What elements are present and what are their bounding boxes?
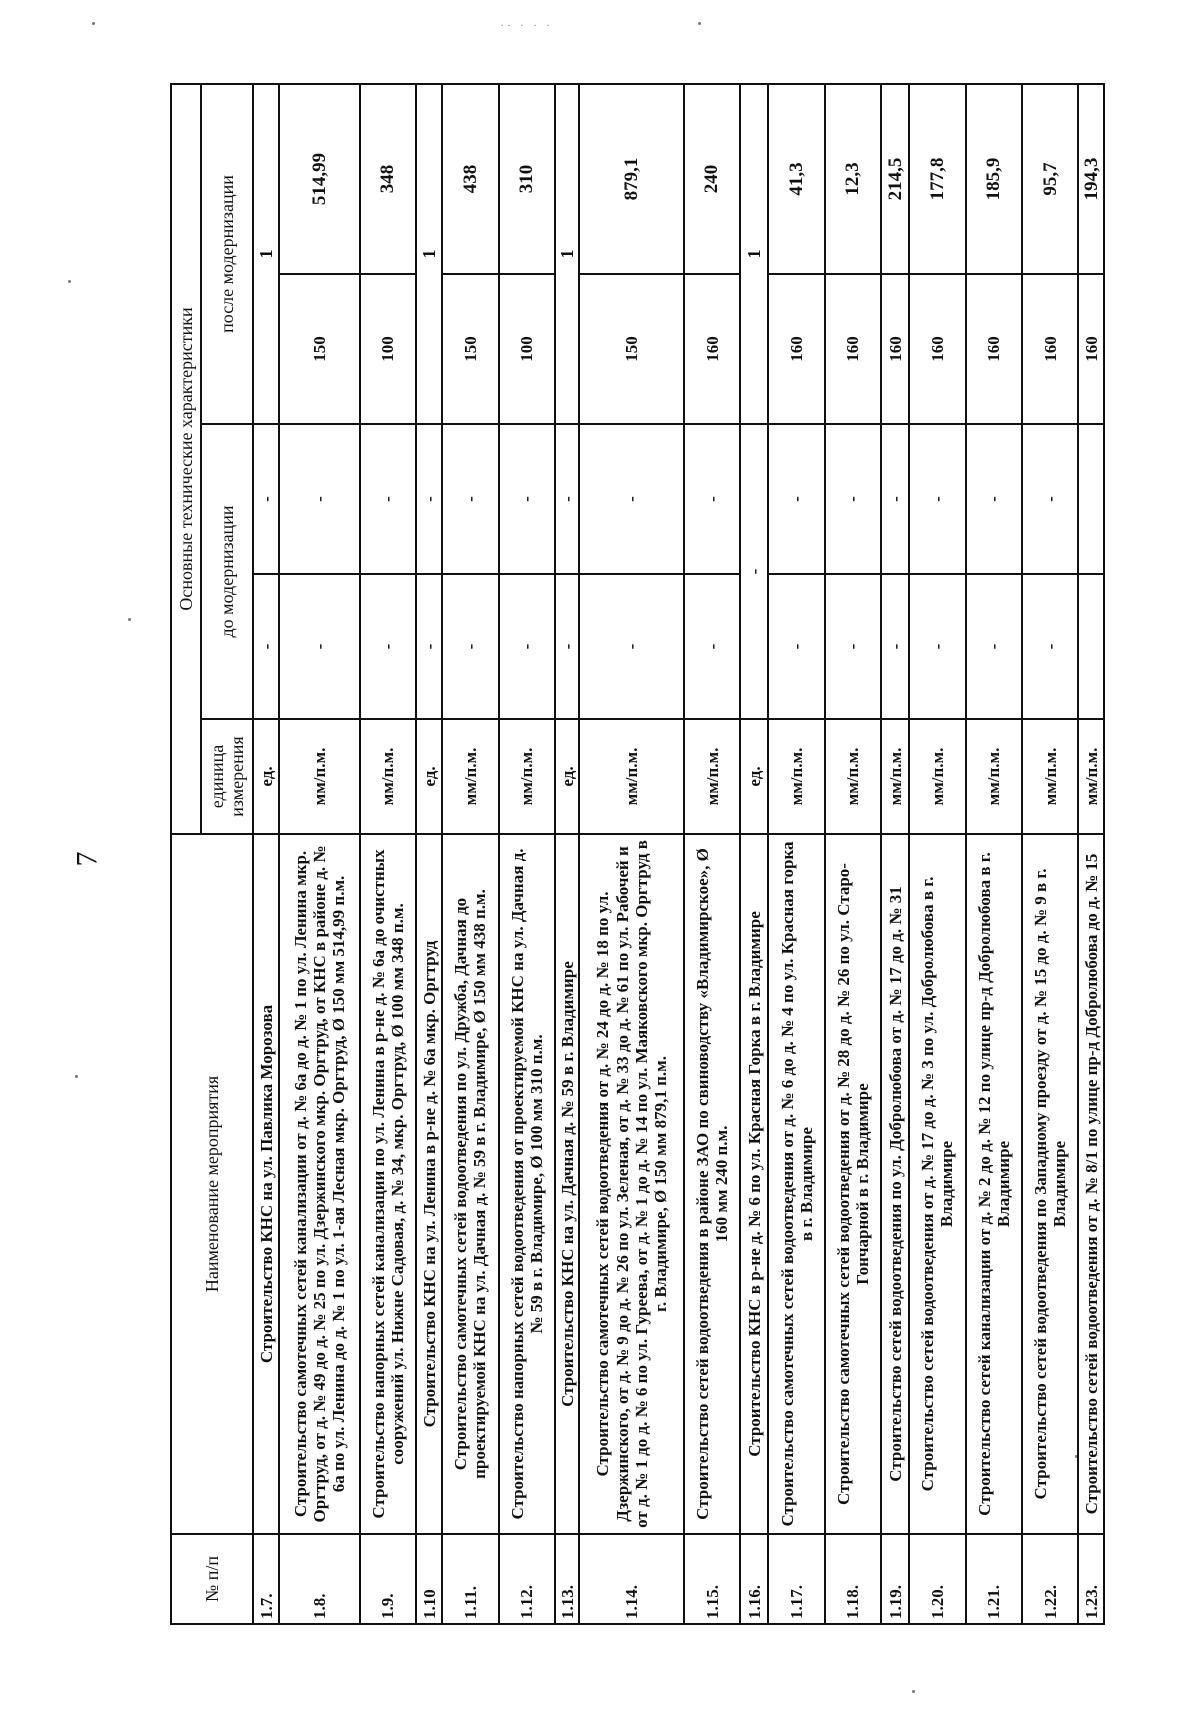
before-value: - <box>909 424 965 574</box>
unit-cell: мм/п.м. <box>579 719 684 834</box>
row-number: 1.13. <box>555 1534 579 1624</box>
scan-dot <box>698 22 701 25</box>
before-value: - <box>881 424 909 574</box>
table-row <box>253 84 279 1624</box>
scan-dot <box>68 280 71 283</box>
after-value: 100 <box>499 274 555 424</box>
before-value: - <box>684 574 740 719</box>
table-row <box>966 84 1022 1624</box>
table-row <box>909 84 965 1624</box>
before-value: - <box>579 574 684 719</box>
measure-name: Строительство самотечных сетей водоотведения по ул. Дружба, Дачная до проектируемой КНС на ул. Дачная д. № 59 в г. Владимире, Ø 150 мм 438 п.м. <box>442 834 498 1534</box>
after-value: 160 <box>881 274 909 424</box>
after-value: 185,9 <box>966 84 1022 274</box>
scan-dot <box>75 1075 78 1078</box>
header-after: после модернизации <box>201 84 253 424</box>
after-value: 12,3 <box>825 84 881 274</box>
after-value: 41,3 <box>768 84 824 274</box>
before-value <box>1078 574 1104 719</box>
after-value: 1 <box>253 84 279 424</box>
before-value: - <box>768 424 824 574</box>
measure-name: Строительство КНС на ул. Дачная д. № 59 в г. Владимире <box>555 834 579 1534</box>
scan-noise: ·· · · · <box>500 18 553 32</box>
after-value: 95,7 <box>1022 84 1078 274</box>
before-value: - <box>881 574 909 719</box>
row-number: 1.16. <box>740 1534 768 1624</box>
before-value: - <box>684 424 740 574</box>
unit-cell: мм/п.м. <box>1078 719 1104 834</box>
after-value: 177,8 <box>909 84 965 274</box>
table-row <box>416 84 442 1624</box>
table-body <box>253 84 1104 1624</box>
scan-dot <box>128 618 131 621</box>
before-value: - <box>1022 574 1078 719</box>
before-value: - <box>825 424 881 574</box>
measure-name: Строительство сетей водоотведения от д. № 17 до д. № 3 по ул. Добролюбова в г. Владимире <box>909 834 965 1534</box>
before-value: - <box>360 424 416 574</box>
before-value: - <box>360 574 416 719</box>
header-no: № п/п <box>171 1534 253 1624</box>
unit-cell: мм/п.м. <box>881 719 909 834</box>
row-number: 1.18. <box>825 1534 881 1624</box>
row-number: 1.20. <box>909 1534 965 1624</box>
before-value: - <box>279 424 360 574</box>
after-value: 1 <box>555 84 579 424</box>
header-main: Основные технические характеристики <box>171 84 201 834</box>
before-value <box>1078 424 1104 574</box>
unit-cell: ед. <box>253 719 279 834</box>
before-value: - <box>909 574 965 719</box>
before-value: - <box>499 574 555 719</box>
measure-name: Строительство сетей канализации от д. № 2 до д. № 12 по улице пр-д Добролюбова в г. Владимире <box>966 834 1022 1534</box>
after-value: 160 <box>1022 274 1078 424</box>
before-value: - <box>555 424 579 574</box>
measures-table <box>170 83 1105 1625</box>
after-value: 150 <box>279 274 360 424</box>
row-number: 1.19. <box>881 1534 909 1624</box>
unit-cell: ед. <box>555 719 579 834</box>
before-value: - <box>740 424 768 719</box>
measure-name: Строительство самотечных сетей водоотведения от д. № 24 до д. № 18 по ул. Дзержинского, от д. № 9 до д. № 26 по ул. Зеленая, от д. № 33 до д. № 61 по ул. Рабочей и от д. № 1 до д. № 6 по ул. Гуреева, от д. № 1 до д. № 14 по ул. Маяковского мкр. Оргтруд в г. Владимире, Ø 150 мм 879,1 п.м. <box>579 834 684 1534</box>
table-row <box>360 84 416 1624</box>
before-value: - <box>768 574 824 719</box>
scan-dot <box>912 1690 915 1693</box>
measure-name: Строительство напорных сетей канализации по ул. Ленина в р-не д. № 6а до очистных сооружений ул. Нижне Садовая, д. № 34, мкр. Оргтруд, Ø 100 мм 348 п.м. <box>360 834 416 1534</box>
after-value: 1 <box>416 84 442 424</box>
measure-name: Строительство напорных сетей водоотведения от проектируемой КНС на ул. Дачная д. № 59 в г. Владимире, Ø 100 мм 310 п.м. <box>499 834 555 1534</box>
row-number: 1.21. <box>966 1534 1022 1624</box>
unit-cell: мм/п.м. <box>442 719 498 834</box>
table-row <box>1078 84 1104 1624</box>
row-number: 1.9. <box>360 1534 416 1624</box>
before-value: - <box>825 574 881 719</box>
table-row <box>499 84 555 1624</box>
unit-cell: мм/п.м. <box>768 719 824 834</box>
page-number: 7 <box>70 851 104 867</box>
table-row <box>881 84 909 1624</box>
unit-cell: мм/п.м. <box>279 719 360 834</box>
table-row <box>684 84 740 1624</box>
unit-cell: мм/п.м. <box>1022 719 1078 834</box>
after-value: 240 <box>684 84 740 274</box>
measure-name: Строительство КНС на ул. Ленина в р-не д. № 6а мкр. Оргтруд <box>416 834 442 1534</box>
before-value: - <box>1022 424 1078 574</box>
after-value: 514,99 <box>279 84 360 274</box>
before-value: - <box>442 574 498 719</box>
after-value: 194,3 <box>1078 84 1104 274</box>
unit-cell: ед. <box>740 719 768 834</box>
table-row <box>825 84 881 1624</box>
measure-name: Строительство самотечных сетей канализации от д. № 6а до д. № 1 по ул. Ленина мкр. Оргтруд, от д. № 49 до д. № 25 по ул. Дзержинского мкр. Оргтруд, от КНС в районе д. № 6а по ул. Ленина до д. № 1 по ул. 1-ая Лесная мкр. Оргтруд, Ø 150 мм 514,99 п.м. <box>279 834 360 1534</box>
measure-name: Строительство сетей водоотведения по Западному проезду от д. № 15 до д. № 9 в г. Владимире <box>1022 834 1078 1534</box>
table-row <box>555 84 579 1624</box>
after-value: 160 <box>1078 274 1104 424</box>
after-value: 160 <box>909 274 965 424</box>
unit-cell: мм/п.м. <box>499 719 555 834</box>
after-value: 214,5 <box>881 84 909 274</box>
after-value: 160 <box>966 274 1022 424</box>
before-value: - <box>555 574 579 719</box>
before-value: - <box>966 574 1022 719</box>
table-row <box>1022 84 1078 1624</box>
after-value: 160 <box>825 274 881 424</box>
table-row <box>279 84 360 1624</box>
after-value: 160 <box>684 274 740 424</box>
measure-name: Строительство сетей водоотведения в районе ЗАО по свиноводству «Владимирское», Ø 160 мм 240 п.м. <box>684 834 740 1534</box>
unit-cell: мм/п.м. <box>684 719 740 834</box>
header-before: до модернизации <box>201 424 253 719</box>
measure-name: Строительство самотечных сетей водоотведения от д. № 6 до д. № 4 по ул. Красная горка в г. Владимире <box>768 834 824 1534</box>
unit-cell: мм/п.м. <box>909 719 965 834</box>
before-value: - <box>442 424 498 574</box>
after-value: 348 <box>360 84 416 274</box>
table-row <box>579 84 684 1624</box>
after-value: 879,1 <box>579 84 684 274</box>
scan-dot <box>92 22 95 25</box>
unit-cell: ед. <box>416 719 442 834</box>
before-value: - <box>253 424 279 574</box>
before-value: - <box>416 574 442 719</box>
table-row <box>442 84 498 1624</box>
row-number: 1.7. <box>253 1534 279 1624</box>
before-value: - <box>966 424 1022 574</box>
row-number: 1.22. <box>1022 1534 1078 1624</box>
measure-name: Строительство КНС на ул. Павлика Морозова <box>253 834 279 1534</box>
after-value: 150 <box>579 274 684 424</box>
unit-cell: мм/п.м. <box>360 719 416 834</box>
measure-name: Строительство КНС в р-не д. № 6 по ул. Красная Горка в г. Владимире <box>740 834 768 1534</box>
after-value: 310 <box>499 84 555 274</box>
row-number: 1.12. <box>499 1534 555 1624</box>
rotated-table-wrapper <box>170 85 1105 1625</box>
measure-name: Строительство самотечных сетей водоотведения от д. № 28 до д. № 26 по ул. Старо-Гончарной в г. Владимире <box>825 834 881 1534</box>
row-number: 1.10 <box>416 1534 442 1624</box>
row-number: 1.15. <box>684 1534 740 1624</box>
row-number: 1.17. <box>768 1534 824 1624</box>
before-value: - <box>253 574 279 719</box>
table-row <box>740 84 768 1624</box>
table-row <box>768 84 824 1624</box>
row-number: 1.8. <box>279 1534 360 1624</box>
measure-name: Строительство сетей водоотведения по ул. Добролюбова от д. № 17 до д. № 31 <box>881 834 909 1534</box>
after-value: 1 <box>740 84 768 424</box>
unit-cell: мм/п.м. <box>966 719 1022 834</box>
before-value: - <box>279 574 360 719</box>
before-value: - <box>416 424 442 574</box>
after-value: 150 <box>442 274 498 424</box>
row-number: 1.11. <box>442 1534 498 1624</box>
row-number: 1.23. <box>1078 1534 1104 1624</box>
before-value: - <box>579 424 684 574</box>
header-unit: единица измерения <box>201 719 253 834</box>
measure-name: Строительство сетей водоотведения от д. № 8/1 по улице пр-д Добролюбова до д. № 15 <box>1078 834 1104 1534</box>
after-value: 438 <box>442 84 498 274</box>
after-value: 100 <box>360 274 416 424</box>
row-number: 1.14. <box>579 1534 684 1624</box>
header-name: Наименование мероприятия <box>171 834 253 1534</box>
before-value: - <box>499 424 555 574</box>
after-value: 160 <box>768 274 824 424</box>
unit-cell: мм/п.м. <box>825 719 881 834</box>
